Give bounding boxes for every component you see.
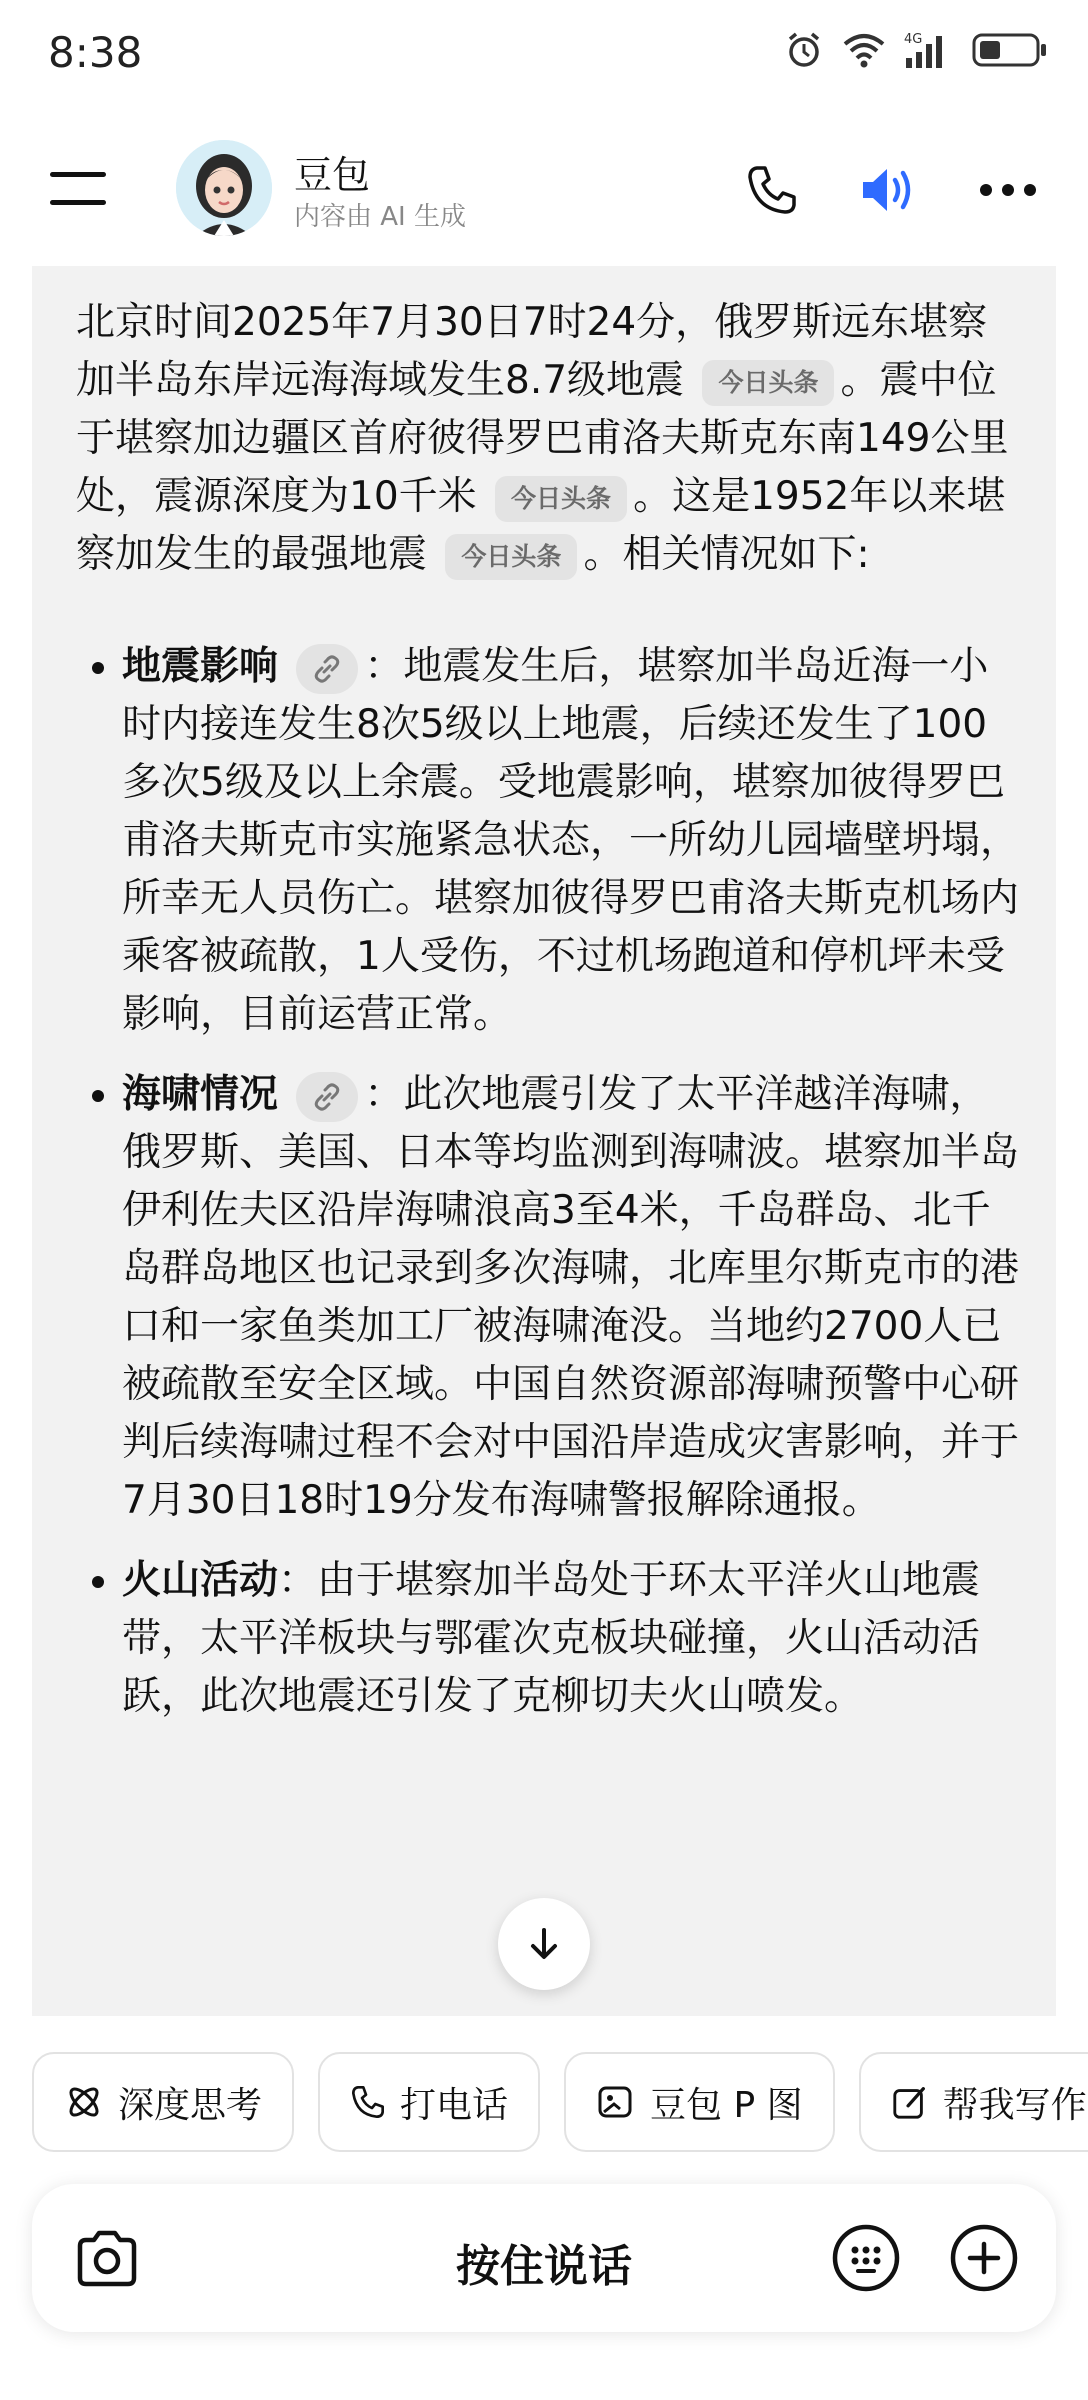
point-title: 海啸情况 <box>122 1072 279 1117</box>
input-bar <box>32 2184 1056 2332</box>
phone-icon <box>350 2084 386 2120</box>
source-badge[interactable]: 今日头条 <box>702 360 834 406</box>
chip-write[interactable]: 帮我写作 <box>859 2052 1088 2152</box>
add-button[interactable] <box>948 2222 1020 2294</box>
assistant-message <box>32 266 1056 2016</box>
keyboard-icon <box>830 2222 902 2294</box>
source-badge[interactable]: 今日头条 <box>495 476 627 522</box>
more-icon <box>978 180 1038 200</box>
phone-icon <box>745 163 799 217</box>
scroll-to-bottom-button[interactable] <box>498 1898 590 1990</box>
avatar-image <box>176 140 272 236</box>
quick-action-chips <box>32 2052 1088 2152</box>
call-button[interactable] <box>740 158 804 222</box>
keyboard-button[interactable] <box>830 2222 902 2294</box>
list-item: • 地震影响 ：地震发生后，堪察加半岛近海一小时内接连发生8次5级以上地震，后续还发生了100多次5级及以上余震。受地震影响，堪察加彼得罗巴甫洛夫斯克市实施紧急状态，一所幼儿园墙壁坍塌，所幸无人员伤亡。堪察加彼得罗巴甫洛夫斯克机场内乘客被疏散，1人受伤，不过机场跑道和停机坪未受影响，目前运营正常。 <box>122 638 1026 1044</box>
status-bar <box>0 0 1088 110</box>
cellular-signal-icon <box>904 30 954 70</box>
menu-button[interactable] <box>50 164 106 214</box>
bullet-list <box>76 638 1026 1726</box>
chip-call[interactable]: 打电话 <box>318 2052 540 2152</box>
link-icon <box>311 1081 343 1113</box>
hamburger-icon <box>50 164 106 214</box>
wifi-icon <box>842 32 886 68</box>
hold-to-talk-button[interactable]: 按住说话 <box>456 2241 632 2292</box>
chat-header <box>0 130 1088 250</box>
pen-square-icon <box>891 2083 929 2121</box>
more-button[interactable] <box>976 158 1040 222</box>
chip-deep-think[interactable]: 深度思考 <box>32 2052 294 2152</box>
battery-icon <box>972 31 1048 69</box>
speaker-button[interactable] <box>858 158 922 222</box>
bot-name: 豆包 <box>294 153 371 197</box>
list-item: • 火山活动：由于堪察加半岛处于环太平洋火山地震带，太平洋板块与鄂霍次克板块碰撞，火山活动活跃，此次地震还引发了克柳切夫火山喷发。 <box>122 1552 1026 1726</box>
plus-icon <box>948 2222 1020 2294</box>
source-badge[interactable]: 今日头条 <box>445 534 577 580</box>
ai-disclaimer: 内容由 AI 生成 <box>294 202 466 232</box>
arrow-down-icon <box>524 1924 564 1964</box>
link-icon <box>311 653 343 685</box>
image-edit-icon <box>596 2082 636 2122</box>
chip-image-edit[interactable]: 豆包 P 图 <box>564 2052 835 2152</box>
reference-link-button[interactable] <box>296 644 358 694</box>
speaker-icon <box>859 163 921 217</box>
point-title: 火山活动 <box>122 1558 279 1603</box>
avatar[interactable] <box>176 140 272 236</box>
message-intro: 北京时间2025年7月30日7时24分，俄罗斯远东堪察加半岛东岸远海海域发生8.7级地震 今日头条 。震中位于堪察加边疆区首府彼得罗巴甫洛夫斯克东南149公里处，震源深度为10千米 今日头条 。这是1952年以来堪察加发生的最强地震 今日头条 。相关情况如下: <box>76 294 1026 584</box>
reference-link-button[interactable] <box>296 1072 358 1122</box>
status-time: 8:38 <box>48 28 143 77</box>
atom-icon <box>64 2082 104 2122</box>
svg-text:4G: 4G <box>904 32 923 47</box>
alarm-icon <box>784 30 824 70</box>
point-title: 地震影响 <box>122 644 279 689</box>
list-item: • 海啸情况 ：此次地震引发了太平洋越洋海啸，俄罗斯、美国、日本等均监测到海啸波。堪察加半岛伊利佐夫区沿岸海啸浪高3至4米，千岛群岛、北千岛群岛地区也记录到多次海啸，北库里尔斯克市的港口和一家鱼类加工厂被海啸淹没。当地约2700人已被疏散至安全区域。中国自然资源部海啸预警中心研判后续海啸过程不会对中国沿岸造成灾害影响，并于7月30日18时19分发布海啸警报解除通报。 <box>122 1066 1026 1530</box>
